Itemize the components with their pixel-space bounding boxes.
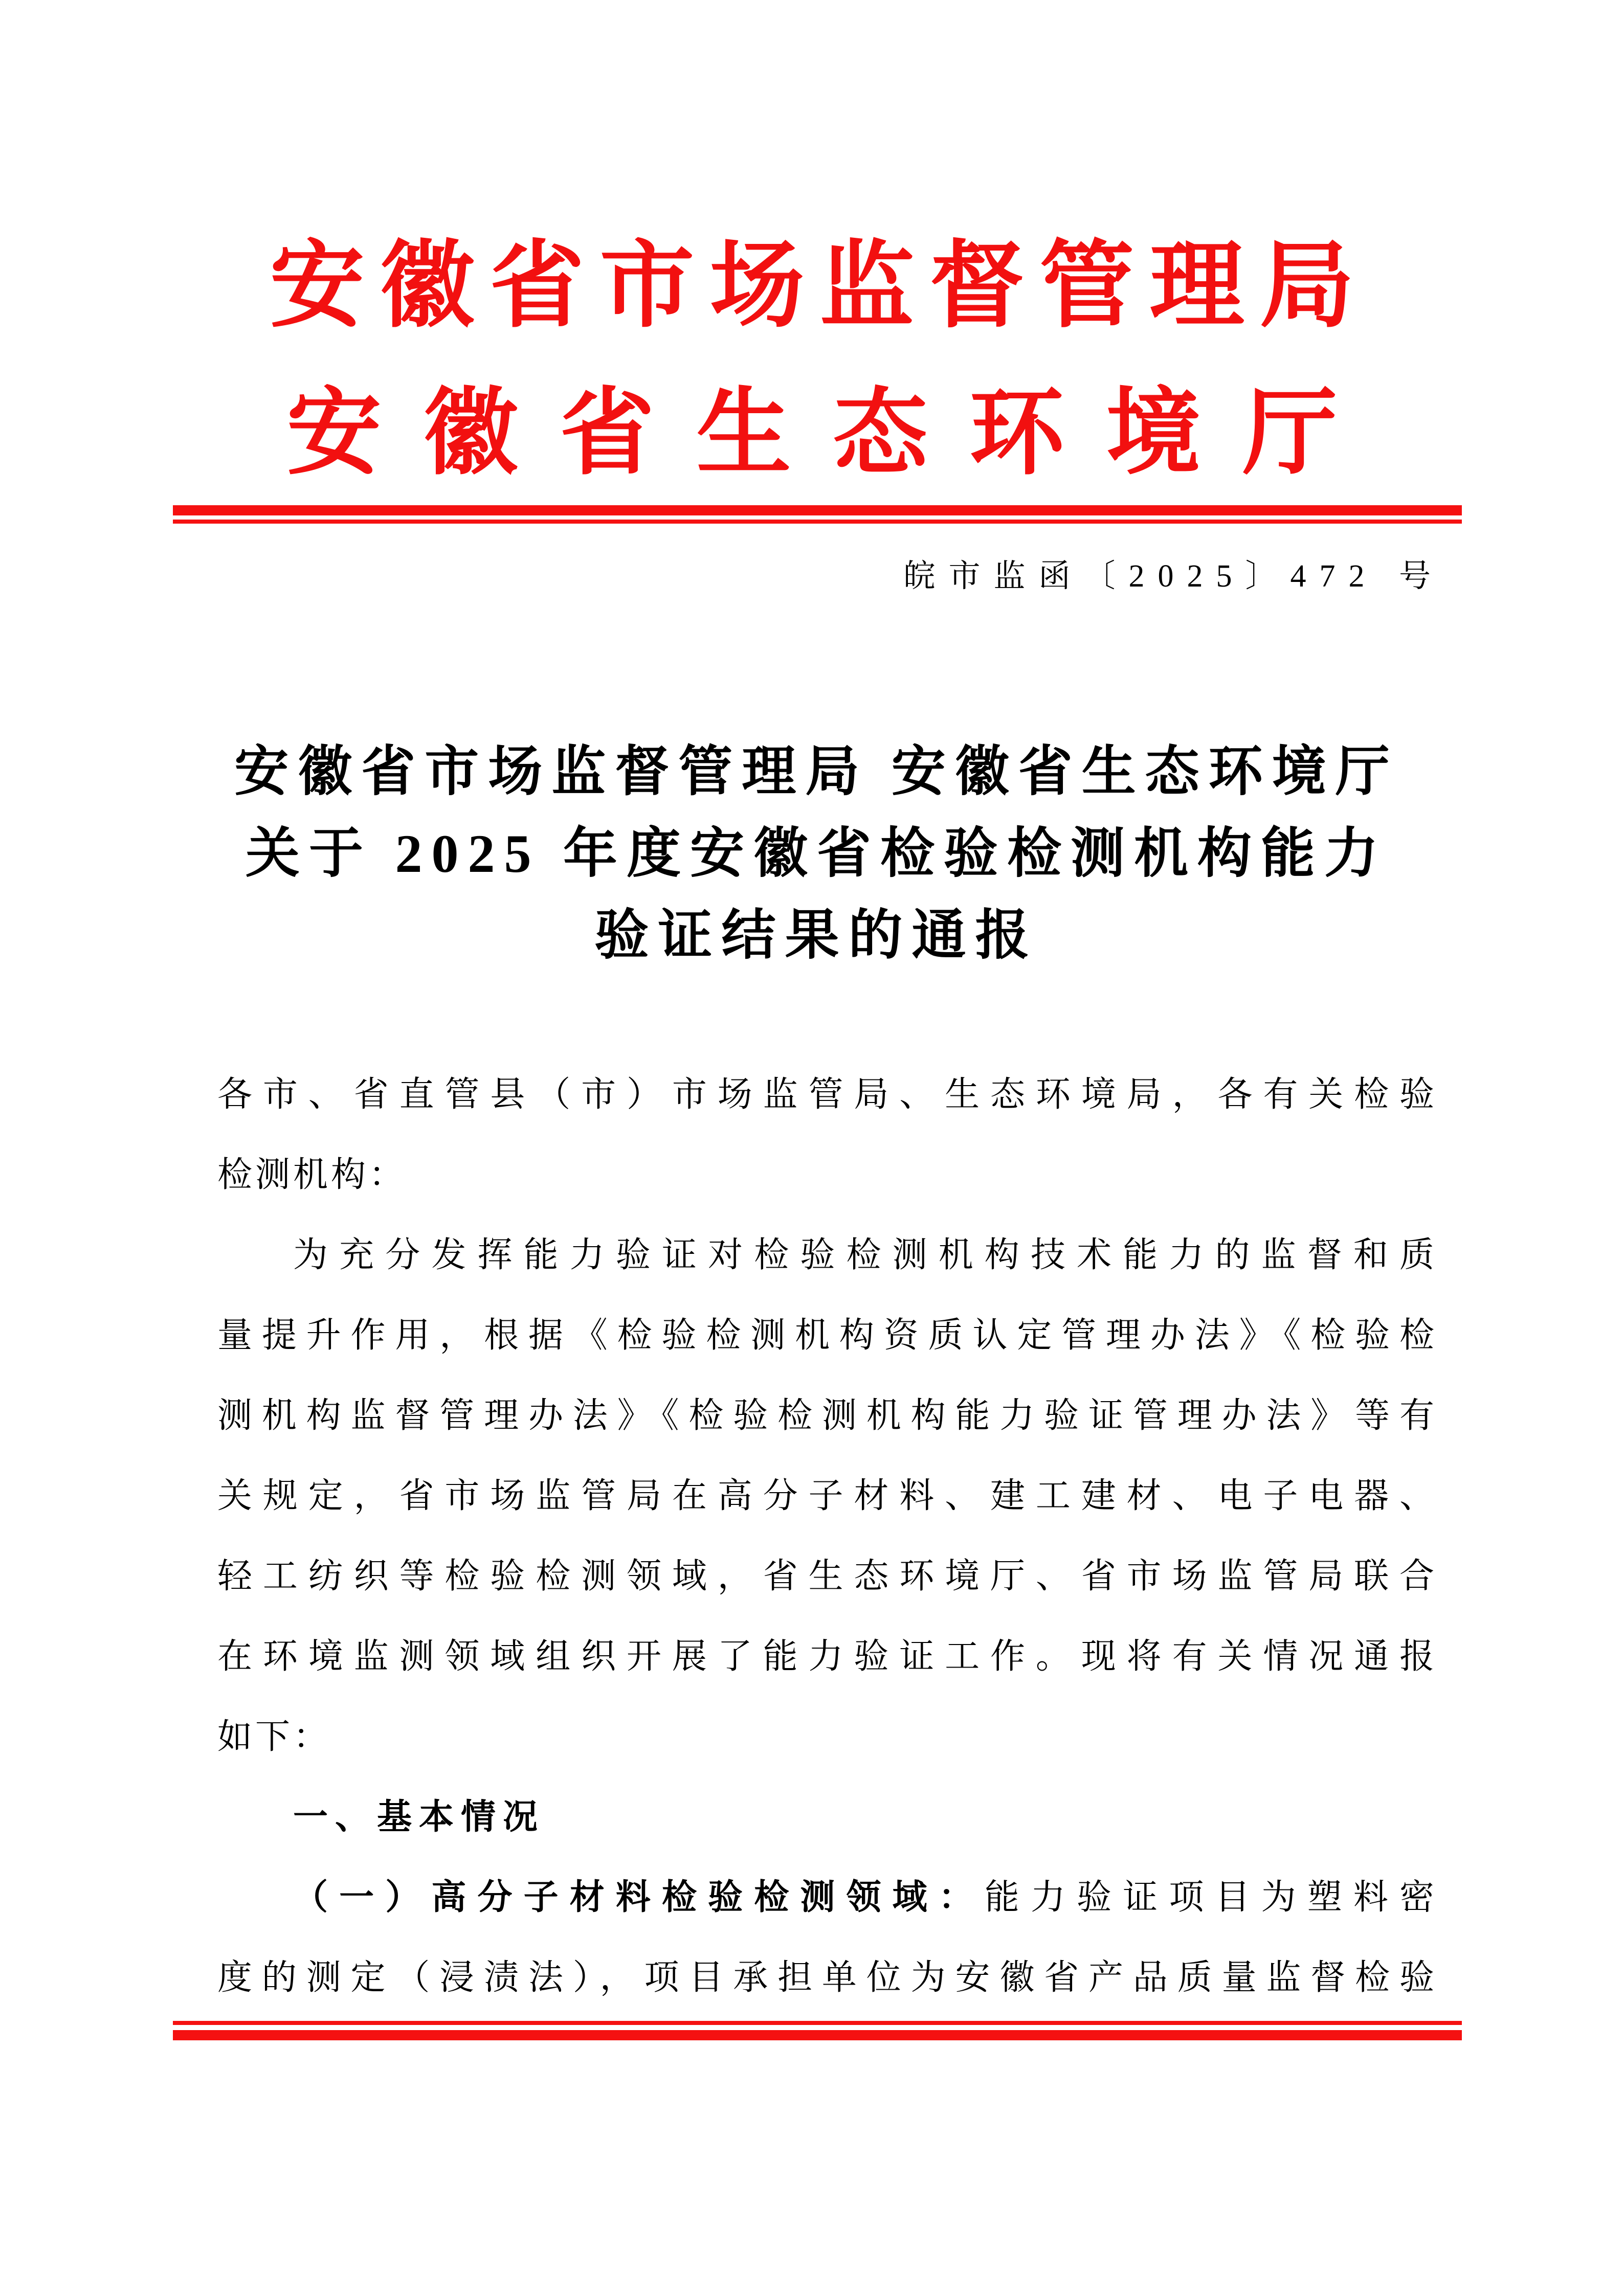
header-rule-thick (173, 505, 1462, 515)
body-line (217, 1376, 1437, 1456)
text-segment: 能力验证项目为塑料密 (984, 1878, 1437, 1917)
agency-header-line-2: 安徽省生态环境厅 (286, 381, 1380, 486)
text-segment: 各市、省直管县（市）市场监管局、生态环境局，各有关检验 (217, 1075, 1437, 1114)
text-segment: 轻工纺织等检验检测领域，省生态环境厅、省市场监管局联合 (217, 1557, 1437, 1595)
document-title-line-3: 验证结果的通报 (594, 906, 1039, 965)
document-title-line-1: 安徽省市场监督管理局 安徽省生态环境厅 (234, 742, 1399, 802)
document-title (202, 731, 1422, 977)
document-title-line-2: 关于 2025 年度安徽省检验检测机构能力 (246, 824, 1388, 884)
footer-rule-thin (173, 2021, 1462, 2025)
header-rule-thin (173, 520, 1462, 524)
text-segment: 测机构监督管理办法》《检验检测机构能力验证管理办法》等有 (217, 1396, 1437, 1435)
body-line (217, 1536, 1437, 1616)
text-segment: 关规定，省市场监管局在高分子材料、建工建材、电子电器、 (217, 1476, 1437, 1515)
body-line (217, 1215, 1437, 1295)
agency-header-line-1: 安徽省市场监督管理局 (270, 234, 1370, 339)
text-segment: 一、基本情况 (293, 1797, 545, 1836)
footer-rule-thick (173, 2030, 1462, 2040)
document-reference-number: 皖市监函〔2025〕472 号 (903, 559, 1444, 594)
section-heading (217, 1777, 1437, 1857)
body-line (217, 1938, 1437, 2018)
body-line (217, 1616, 1437, 1697)
body-line (217, 1135, 1437, 1215)
text-segment: 为充分发挥能力验证对检验检测机构技术能力的监督和质 (293, 1235, 1437, 1274)
body-line (217, 1054, 1437, 1135)
text-segment: 在环境监测领域组织开展了能力验证工作。现将有关情况通报 (217, 1637, 1437, 1676)
body-lines (217, 1054, 1437, 2018)
subsection-label: （一）高分子材料检验检测领域： (293, 1878, 985, 1917)
body-line (217, 1456, 1437, 1536)
body-line (217, 1857, 1437, 1938)
body-line (217, 1295, 1437, 1376)
body-line (217, 1697, 1437, 1777)
text-segment: 量提升作用，根据《检验检测机构资质认定管理办法》《检验检 (217, 1316, 1437, 1355)
text-segment: 度的测定（浸渍法），项目承担单位为安徽省产品质量监督检验 (217, 1958, 1437, 1997)
text-segment: 如下： (217, 1717, 331, 1756)
text-segment: 检测机构： (217, 1155, 407, 1194)
